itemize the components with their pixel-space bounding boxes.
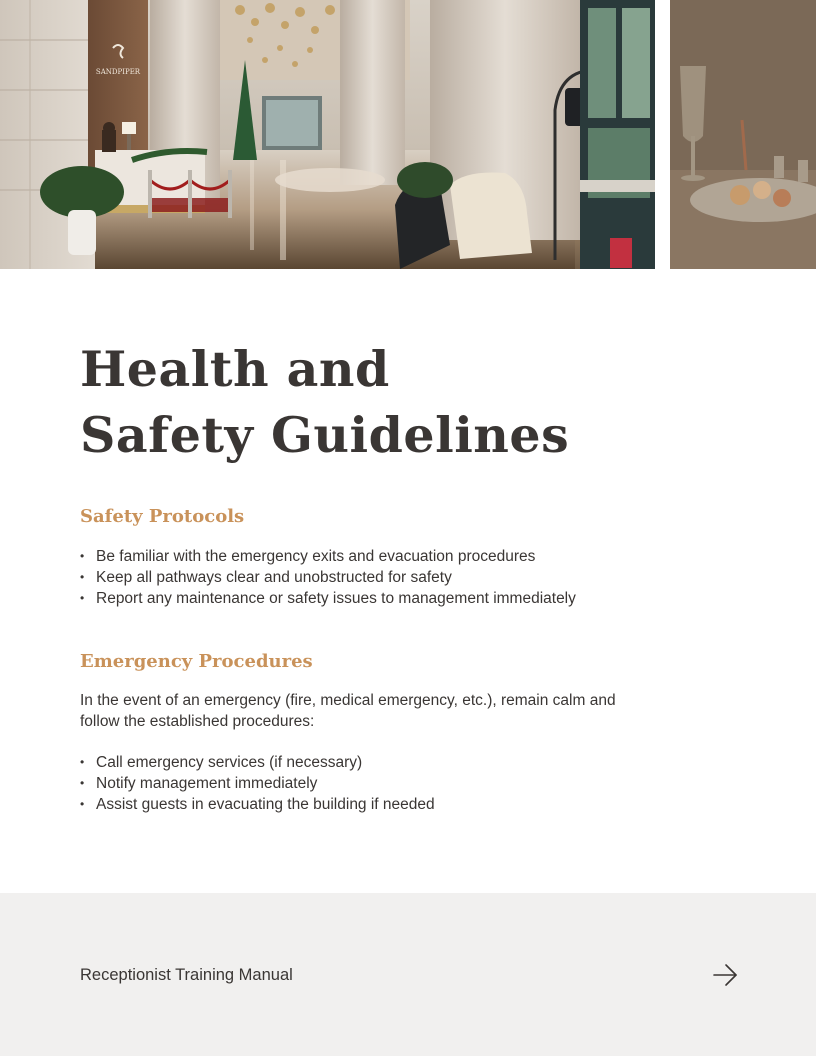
list-item: • Assist guests in evacuating the building if needed <box>80 794 435 815</box>
hotel-lobby-illustration <box>0 0 655 269</box>
dining-illustration <box>670 0 816 269</box>
list-item: • Notify management immediately <box>80 773 435 794</box>
footer-title: Receptionist Training Manual <box>80 966 293 984</box>
photo-divider <box>655 0 670 269</box>
dining-photo <box>670 0 816 269</box>
emergency-procedures-intro: In the event of an emergency (fire, medical emergency, etc.), remain calm and follow the established procedures: <box>80 692 616 730</box>
footer <box>0 893 816 1056</box>
emergency-procedures-heading: Emergency Procedures <box>80 651 313 672</box>
page-title-line-1: Health and <box>80 340 390 398</box>
safety-protocols-list <box>80 546 576 609</box>
arrow-right-icon[interactable] <box>712 963 738 987</box>
page-title-line-2: Safety Guidelines <box>80 406 570 464</box>
list-item: • Keep all pathways clear and unobstructed for safety <box>80 567 576 588</box>
svg-text:SANDPIPER: SANDPIPER <box>95 68 141 76</box>
list-item: • Call emergency services (if necessary) <box>80 752 435 773</box>
emergency-procedures-list <box>80 752 435 815</box>
hotel-lobby-photo <box>0 0 655 269</box>
header-photo-strip <box>0 0 816 269</box>
page-title <box>80 336 569 468</box>
list-item: • Report any maintenance or safety issues to management immediately <box>80 588 576 609</box>
safety-protocols-heading: Safety Protocols <box>80 506 245 527</box>
list-item: • Be familiar with the emergency exits and evacuation procedures <box>80 546 576 567</box>
